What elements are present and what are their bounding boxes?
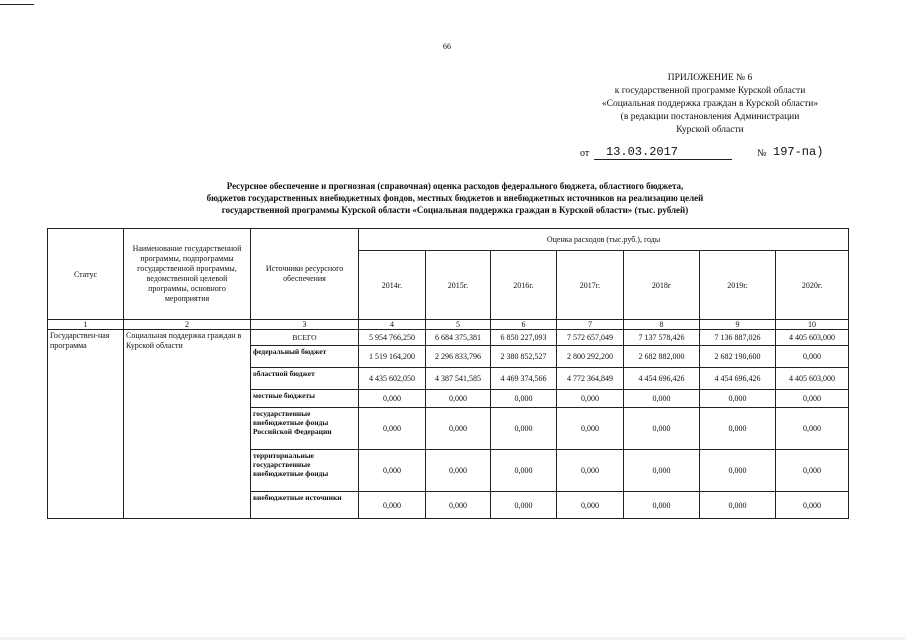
value-cell: 4 435 602,050 [359, 368, 426, 390]
table-row [48, 330, 849, 346]
column-number: 3 [251, 320, 359, 330]
appendix-line: (в редакции постановления Администрации [620, 112, 800, 122]
value-cell: 2 682 190,600 [700, 346, 776, 368]
header-year: 2014г. [359, 251, 426, 320]
value-cell: 0,000 [359, 450, 426, 492]
program-name-cell: Социальная поддержка граждан в Курской области [124, 330, 251, 519]
header-year: 2016г. [491, 251, 557, 320]
source-cell: ВСЕГО [251, 330, 359, 346]
value-cell: 2 380 852,527 [491, 346, 557, 368]
header-sources: Источники ресурсного обеспечения [251, 229, 359, 320]
value-cell: 2 682 882,000 [624, 346, 700, 368]
value-cell: 0,000 [700, 450, 776, 492]
value-cell: 0,000 [426, 450, 491, 492]
header-year: 2017г. [557, 251, 624, 320]
source-cell: территориальные государственные внебюджетные фонды [251, 450, 359, 492]
value-cell: 4 387 541,585 [426, 368, 491, 390]
appendix-line: Курской области [676, 125, 744, 135]
value-cell: 0,000 [359, 492, 426, 519]
header-year: 2015г. [426, 251, 491, 320]
value-cell: 0,000 [700, 408, 776, 450]
value-cell: 0,000 [426, 408, 491, 450]
value-cell: 4 405 603,000 [776, 368, 849, 390]
value-cell: 0,000 [491, 450, 557, 492]
column-number-row [48, 320, 849, 330]
value-cell: 0,000 [491, 492, 557, 519]
value-cell: 0,000 [624, 492, 700, 519]
number-prefix: № [757, 148, 767, 159]
value-cell: 1 519 164,200 [359, 346, 426, 368]
column-number: 1 [48, 320, 124, 330]
column-number: 4 [359, 320, 426, 330]
value-cell: 0,000 [700, 390, 776, 408]
appendix-line: «Социальная поддержка граждан в Курской области» [601, 99, 819, 109]
header-estimate: Оценка расходов (тыс.руб.), годы [359, 229, 849, 251]
column-number: 10 [776, 320, 849, 330]
value-cell: 6 684 375,381 [426, 330, 491, 346]
value-cell: 4 405 603,000 [776, 330, 849, 346]
value-cell: 0,000 [776, 492, 849, 519]
column-number: 5 [426, 320, 491, 330]
value-cell: 6 850 227,093 [491, 330, 557, 346]
header-status: Статус [48, 229, 124, 320]
value-cell: 7 572 657,049 [557, 330, 624, 346]
page-number: 66 [443, 42, 451, 51]
value-cell: 0,000 [426, 492, 491, 519]
title-line: бюджетов государственных внебюджетных фондов, местных бюджетов и внебюджетных источников на реализацию целей [206, 193, 704, 203]
value-cell: 0,000 [776, 408, 849, 450]
value-cell: 0,000 [359, 408, 426, 450]
value-cell: 2 296 833,796 [426, 346, 491, 368]
header-row [48, 229, 849, 251]
source-cell: государственные внебюджетные фонды Российской Федерации [251, 408, 359, 450]
value-cell: 4 454 696,426 [700, 368, 776, 390]
title-line: Ресурсное обеспечение и прогнозная (справочная) оценка расходов федерального бюджета, областного бюджета, [226, 181, 684, 191]
value-cell: 0,000 [557, 450, 624, 492]
header-year: 2018г [624, 251, 700, 320]
value-cell: 2 800 292,200 [557, 346, 624, 368]
header-year: 2019г. [700, 251, 776, 320]
value-cell: 7 136 887,026 [700, 330, 776, 346]
resolution-date-line [580, 145, 830, 161]
value-cell: 0,000 [624, 408, 700, 450]
source-cell: федеральный бюджет [251, 346, 359, 368]
header-name: Наименование государственной программы, подпрограммы государственной программы, ведомственной целевой программы, основного мероприятия [124, 229, 251, 320]
source-cell: местные бюджеты [251, 390, 359, 408]
corner-mark [0, 4, 34, 5]
value-cell: 7 137 578,426 [624, 330, 700, 346]
appendix-line: к государственной программе Курской области [614, 86, 806, 96]
header-year: 2020г. [776, 251, 849, 320]
value-cell: 4 454 696,426 [624, 368, 700, 390]
value-cell: 0,000 [557, 390, 624, 408]
value-cell: 0,000 [557, 492, 624, 519]
column-number: 7 [557, 320, 624, 330]
resolution-date: 13.03.2017 [594, 145, 732, 160]
value-cell: 0,000 [491, 408, 557, 450]
source-cell: внебюджетные источники [251, 492, 359, 519]
value-cell: 4 772 364,849 [557, 368, 624, 390]
resource-table [47, 228, 849, 519]
value-cell: 5 954 766,250 [359, 330, 426, 346]
column-number: 6 [491, 320, 557, 330]
value-cell: 0,000 [776, 390, 849, 408]
value-cell: 0,000 [557, 408, 624, 450]
value-cell: 0,000 [700, 492, 776, 519]
column-number: 8 [624, 320, 700, 330]
resolution-number: 197-па) [773, 145, 824, 159]
column-number: 2 [124, 320, 251, 330]
title-line: государственной программы Курской области «Социальная поддержка граждан в Курской области» (тыс. рублей) [221, 205, 689, 215]
appendix-title: ПРИЛОЖЕНИЕ № 6 [667, 73, 753, 83]
value-cell: 0,000 [776, 450, 849, 492]
appendix-header [560, 72, 860, 137]
status-cell: Государствен-ная программа [48, 330, 124, 519]
document-title [110, 180, 800, 216]
date-prefix: от [580, 148, 590, 159]
value-cell: 0,000 [624, 450, 700, 492]
value-cell: 0,000 [624, 390, 700, 408]
value-cell: 0,000 [776, 346, 849, 368]
value-cell: 0,000 [491, 390, 557, 408]
value-cell: 0,000 [359, 390, 426, 408]
value-cell: 4 469 374,566 [491, 368, 557, 390]
source-cell: областной бюджет [251, 368, 359, 390]
value-cell: 0,000 [426, 390, 491, 408]
column-number: 9 [700, 320, 776, 330]
